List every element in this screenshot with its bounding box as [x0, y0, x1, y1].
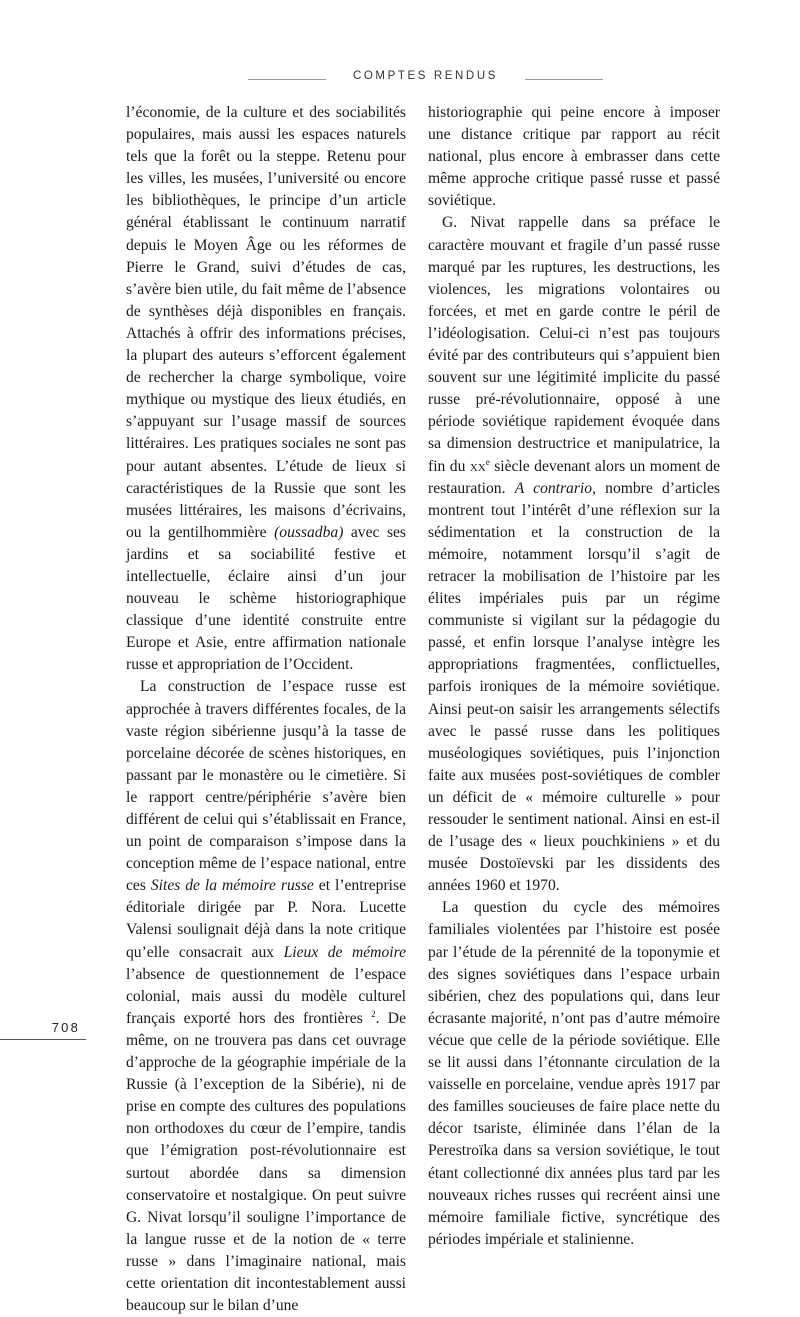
paragraph: G. Nivat rappelle dans sa préface le caractère mouvant et fragile d’un passé russe marqué par les ruptures, les destructions, les violences, les migrations volontaires ou forcées, et met en garde contre le péril de l’idéologisation. Celui-ci n’est pas toujours évité par des contributeurs qui s’appuient bien souvent sur une légitimité implicite du passé russe pré-révolutionnaire, opposé à une période soviétique rapidement évoquée dans sa dimension destructrice et manipulatrice, la fin du $xx^e$ siècle devenant alors un moment de restauration. A contrario, nombre d’articles montrent tout l’intérêt d’une réflexion sur la sédimentation et la construction de la mémoire, notamment lorsqu’il s’agit de retracer la mobilisation de l’histoire par les élites impériales puis par un régime communiste si vigilant sur la pédagogie du passé, et enfin lorsque l’analyse intègre les appropriations fragmentées, conflictuelles, parfois ironiques de la mémoire soviétique. Ainsi peut-on saisir les arrangements sélectifs avec le passé russe dans les politiques muséologiques soviétiques, puis l’injonction faite aux musées post-soviétiques de combler un déficit de « mémoire culturelle » pour ressouder le sentiment national. Ainsi en est-il de l’usage des « lieux pouchkiniens » et du musée Dostoïevski par les dissidents des années 1960 et 1970.	[428, 214, 720, 895]
running-header	[248, 70, 603, 88]
left-column	[126, 102, 406, 1317]
running-header-title: COMPTES RENDUS	[352, 70, 499, 82]
page-number: 708	[51, 1020, 80, 1035]
italic-term: (oussadba)	[274, 523, 344, 541]
italic-title: Lieux de mémoire	[283, 943, 406, 961]
paragraph: La question du cycle des mémoires familiales violentées par l’histoire est posée par l’étude de la pérennité de la toponymie et des signes soviétiques dans l’espace urbain sibérien, chez des populations qui, dans leur écrasante majorité, n’ont pas d’autre mémoire vécue que celle de la période soviétique. Elle se lit aussi dans l’étonnante circulation de la vaisselle en porcelaine, vendue après 1917 par des familles soucieuses de faire place nette du décor tsariste, éliminée dans l’élan de la Perestroïka dans sa version soviétique, le tout étant collectionné dix années plus tard par les nouveaux riches russes qui recréent ainsi une mémoire familiale fictive, syncrétique des périodes impériale et stalinienne.	[428, 899, 720, 1248]
paragraph-continuation: historiographie qui peine encore à imposer une distance critique par rapport au récit national, plus encore à embrasser dans cette même approche critique passé russe et passé soviétique.	[428, 104, 720, 210]
superscript: e	[485, 456, 490, 467]
italic-term: A contrario	[514, 479, 593, 497]
paragraph-continuation: l’économie, de la culture et des sociabilités populaires, mais aussi les espaces naturels tels que la forêt ou la steppe. Retenu pour les villes, les musées, l’université ou encore les bibliothèques, le principe d’un article général établissant le continuum narratif depuis le Moyen Âge ou les réformes de Pierre le Grand, suivi d’études de cas, s’avère bien utile, du fait même de l’absence de synthèses déjà disponibles en français. Attachés à offrir des informations précises, la plupart des auteurs s’efforcent également de rechercher la charge symbolique, voire mythique ou mystique des lieux étudiés, en s’appuyant sur l’usage massif de sources littéraires. Les pratiques sociales ne sont pas pour autant absentes. L’étude de lieux si caractéristiques de la Russie que sont les musées littéraires, les maisons d’écrivains, ou la gentilhommière (oussadba) avec ses jardins et sa sociabilité festive et intellectuelle, éclaire ainsi d’un jour nouveau le schème historiographique classique d’une identité construite entre Europe et Asie, entre affirmation nationale russe et appropriation de l’Occident.	[126, 104, 407, 674]
century-numeral: xx	[469, 457, 486, 475]
header-rule-right	[525, 79, 603, 80]
paragraph: La construction de l’espace russe est approchée à travers différentes focales, de la vaste région sibérienne jusqu’à la tasse de porcelaine décorée de scènes historiques, en passant par le monastère ou le cimetière. Si le rapport centre/périphérie s’avère bien différent de celui qui s’établissait en France, un point de comparaison s’impose dans la conception même de l’espace national, entre ces Sites de la mémoire russe et l’entreprise éditoriale dirigée par P. Nora. Lucette Valensi soulignait déjà dans la note critique qu’elle consacrait aux Lieux de mémoire l’absence de questionnement de l’espace colonial, mais aussi du modèle culturel français exporté hors des frontières $^2$. De même, on ne trouvera pas dans cet ouvrage d’approche de la géographie impériale de la Russie (à l’exception de la Sibérie), ni de prise en compte des cultures des populations non orthodoxes du cœur de l’empire, tandis que l’émigration post-révolutionnaire est surtout abordée dans sa dimension conservatoire et nostalgique. On peut suivre G. Nivat lorsqu’il souligne l’importance de la langue russe et de la notion de « terre russe » dans l’imaginaire national, mais cette orientation dit incontestablement aussi beaucoup sur le bilan d’une	[126, 678, 406, 1315]
right-column	[428, 102, 720, 1251]
page-number-rule	[0, 1039, 86, 1040]
italic-title: Sites de la mémoire russe	[150, 877, 314, 895]
footnote-ref[interactable]: 2	[371, 1008, 376, 1019]
